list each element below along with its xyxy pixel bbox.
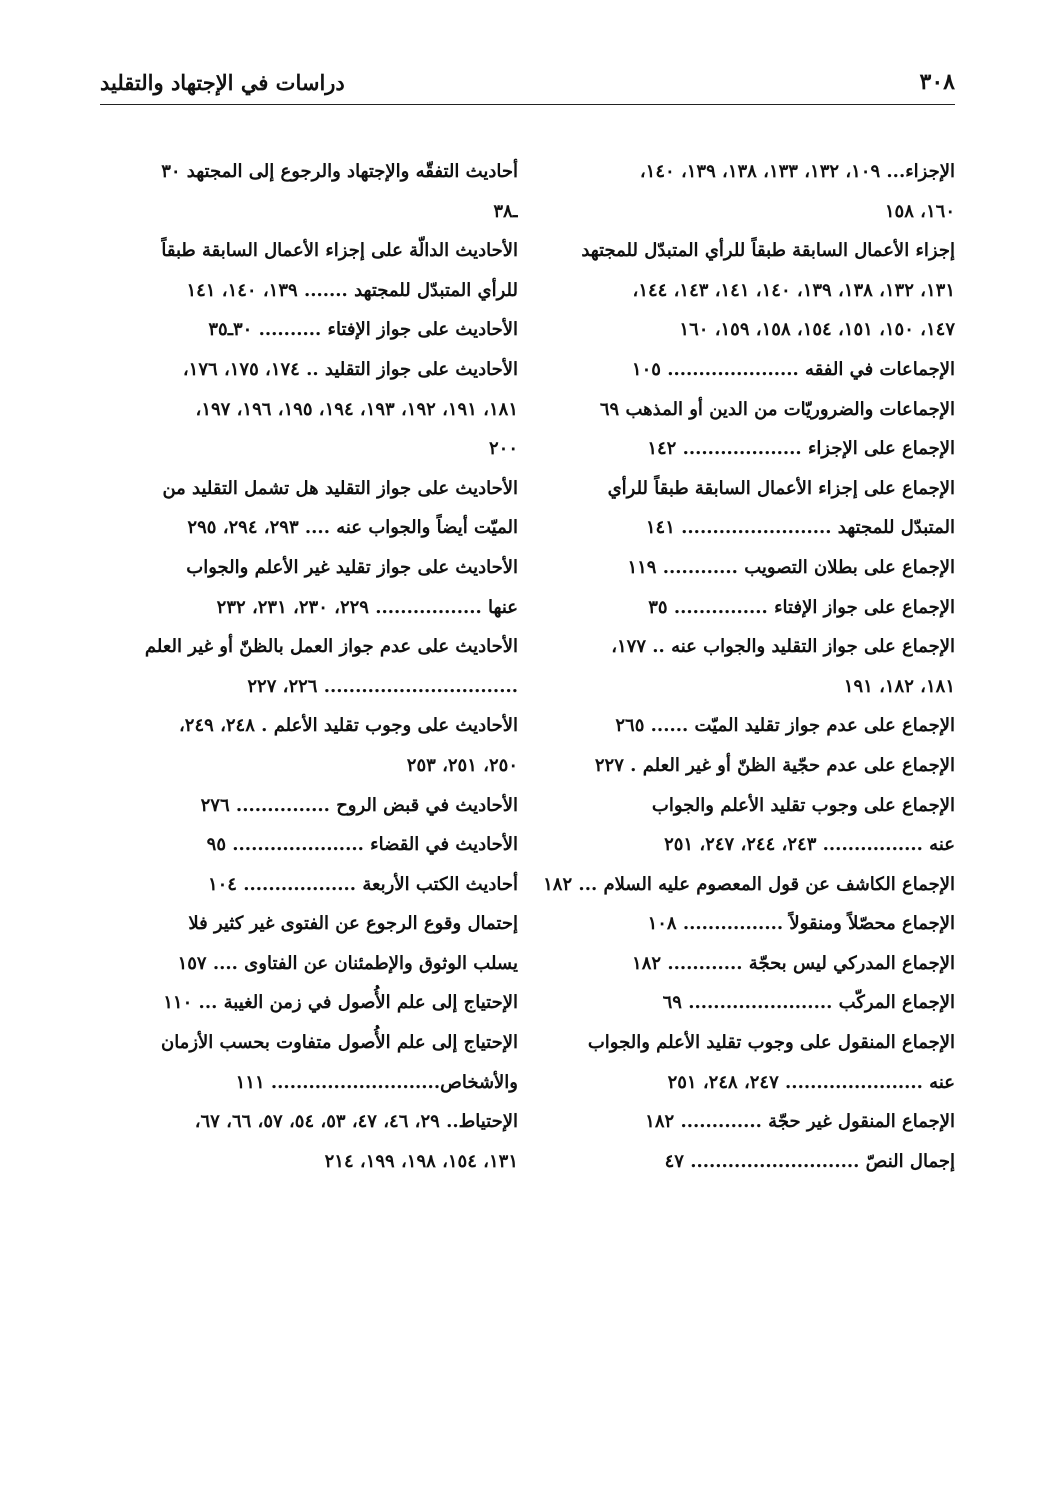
index-line: الإجماع على عدم حجّية الظنّ أو غير العلم . ٢٢٧: [594, 754, 955, 776]
index-line: عنه ................ ٢٤٣، ٢٤٤، ٢٤٧، ٢٥١: [664, 834, 955, 856]
index-line: الإحتياج إلى علم الأُصول في زمن الغيبة ... ١١٠: [163, 992, 518, 1014]
index-line: الأحاديث في قبض الروح ............... ٢٧٦: [200, 794, 518, 816]
index-line: الإحتياج إلى علم الأُصول متفاوت بحسب الأزمان: [160, 1032, 518, 1054]
index-line: الإحتياط.. ٢٩، ٤٦، ٤٧، ٥٣، ٥٤، ٥٧، ٦٦، ٦٧،: [194, 1111, 518, 1133]
index-line: ٢٥٠، ٢٥١، ٢٥٣: [406, 754, 518, 776]
index-line: الإجماع محصّلاً ومنقولاً ................ ١٠٨: [647, 913, 955, 935]
index-line: إحتمال وقوع الرجوع عن الفتوى غير كثير فلا: [188, 913, 518, 935]
index-line: أحاديث التفقّه والإجتهاد والرجوع إلى المجتهد ٣٠: [161, 161, 518, 182]
index-line: الإجماع على جواز التقليد والجواب عنه .. ١٧٧،: [611, 636, 955, 658]
index-line: الأحاديث على جواز تقليد غير الأعلم والجواب: [186, 556, 518, 578]
index-line: ١٦٠، ١٥٨: [884, 200, 955, 222]
index-line: الأحاديث الدالّة على إجزاء الأعمال السابقة طبقاً: [161, 240, 518, 262]
index-line: الميّت أيضاً والجواب عنه .... ٢٩٣، ٢٩٤، ٢٩٥: [187, 517, 518, 539]
index-line: الإجماع على جواز الإفتاء ............... ٣٥: [648, 596, 955, 618]
index-line: يسلب الوثوق والإطمئنان عن الفتاوى .... ١٥٧: [177, 952, 518, 974]
page-number: ٣٠٨: [919, 69, 955, 95]
index-line: الإجماع المنقول غير حجّة ............. ١٨٢: [645, 1111, 955, 1133]
index-line: الأحاديث في القضاء ..................... ٩٥: [206, 834, 518, 856]
index-line: الأحاديث على عدم جواز العمل بالظنّ أو غير العلم: [144, 636, 518, 658]
index-line: الإجماع المنقول على وجوب تقليد الأعلم والجواب: [587, 1032, 955, 1054]
index-line: الإجزاء... ١٠٩، ١٣٢، ١٣٣، ١٣٨، ١٣٩، ١٤٠،: [639, 161, 955, 182]
index-line: المتبدّل للمجتهد ........................ ١٤١: [645, 517, 955, 539]
index-line: ١٣١، ١٥٤، ١٩٨، ١٩٩، ٢١٤: [324, 1150, 518, 1172]
index-line: الإجماع على عدم جواز تقليد الميّت ...... ٢٦٥: [615, 715, 955, 737]
index-line: الإجماع الكاشف عن قول المعصوم عليه السلام ... ١٨٢: [543, 873, 955, 895]
index-line: الإجماعات والضروريّات من الدين أو المذهب ٦٩: [599, 398, 955, 420]
index-line: ١٨١، ١٩١، ١٩٢، ١٩٣، ١٩٤، ١٩٥، ١٩٦، ١٩٧،: [195, 398, 518, 420]
index-line: الإجماع المدركي ليس بحجّة ............ ١٨٢: [632, 952, 955, 974]
index-column-right: [537, 152, 955, 1181]
index-line: ـ٣٨: [493, 200, 518, 222]
index-line: والأشخاص........................... ١١١: [235, 1071, 518, 1093]
index-line: ٢٠٠: [488, 438, 518, 460]
index-line: عنها ................. ٢٢٩، ٢٣٠، ٢٣١، ٢٣٢: [216, 596, 518, 618]
index-line: ............................... ٢٢٦، ٢٢٧: [247, 675, 518, 697]
index-line: الأحاديث على وجوب تقليد الأعلم . ٢٤٨، ٢٤٩،: [178, 715, 518, 737]
index-line: للرأي المتبدّل للمجتهد ....... ١٣٩، ١٤٠، ١٤١: [186, 279, 518, 301]
index-line: الأحاديث على جواز التقليد .. ١٧٤، ١٧٥، ١٧٦،: [182, 358, 518, 380]
index-line: الإجماع المركّب ....................... ٦٩: [662, 992, 955, 1014]
index-line: الإجماع على بطلان التصويب ............ ١١٩: [627, 556, 955, 578]
index-column-left: [100, 152, 518, 1181]
index-line: ١٨١، ١٨٢، ١٩١: [843, 675, 955, 697]
index-line: الإجماع على وجوب تقليد الأعلم والجواب: [651, 794, 955, 816]
index-line: الأحاديث على جواز الإفتاء .......... ٣٠ـ٣٥: [208, 319, 518, 341]
index-line: إجمال النصّ ........................... ٤٧: [664, 1150, 955, 1172]
index-line: ١٣١، ١٣٢، ١٣٨، ١٣٩، ١٤٠، ١٤١، ١٤٣، ١٤٤،: [632, 279, 955, 301]
index-line: أحاديث الكتب الأربعة .................. ١٠٤: [207, 873, 518, 895]
index-line: الإجماعات في الفقه ..................... ١٠٥: [631, 358, 955, 380]
page-header: [100, 60, 955, 105]
index-line: الإجماع على الإجزاء ................... ١٤٢: [647, 438, 955, 460]
index-line: ١٤٧، ١٥٠، ١٥١، ١٥٤، ١٥٨، ١٥٩، ١٦٠: [679, 319, 955, 341]
index-line: الإجماع على إجزاء الأعمال السابقة طبقاً للرأي: [607, 477, 955, 499]
index-line: إجزاء الأعمال السابقة طبقاً للرأي المتبدّل للمجتهد: [581, 240, 955, 262]
running-title: دراسات في الإجتهاد والتقليد: [100, 69, 345, 95]
index-line: عنه ...................... ٢٤٧، ٢٤٨، ٢٥١: [667, 1071, 955, 1093]
index-line: الأحاديث على جواز التقليد هل تشمل التقليد من: [162, 477, 518, 499]
